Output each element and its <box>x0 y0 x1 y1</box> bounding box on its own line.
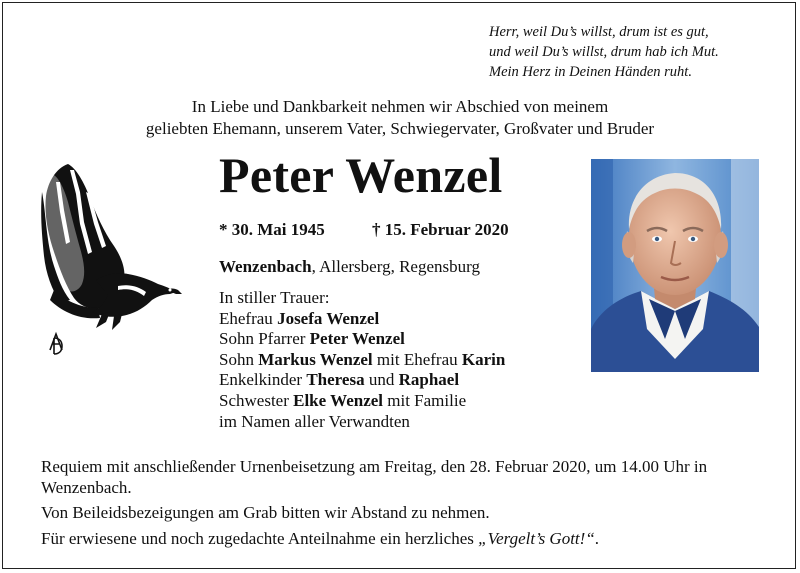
places <box>219 257 480 277</box>
mourner-relation: Ehefrau <box>219 308 278 328</box>
quote-line: und weil Du’s willst, drum hab ich Mut. <box>489 44 719 60</box>
mourner-relation: Sohn Pfarrer <box>219 329 310 349</box>
mourner-name: Peter Wenzel <box>309 329 405 349</box>
thanks-note <box>41 529 781 550</box>
quote-line: Mein Herz in Deinen Händen ruht. <box>489 64 692 80</box>
mourner-relation: mit Familie <box>383 390 467 410</box>
places-rest: , Allersberg, Regensburg <box>311 257 480 276</box>
mourner-name: Markus Wenzel <box>258 349 373 369</box>
mourner-line <box>219 350 505 371</box>
mourner-relation: und <box>364 370 399 390</box>
monogram-icon <box>50 334 62 354</box>
quote-line: Herr, weil Du’s willst, drum ist es gut, <box>489 24 709 40</box>
intro-line: geliebten Ehemann, unserem Vater, Schwiegervater, Großvater und Bruder <box>145 119 655 138</box>
deceased-name: Peter Wenzel <box>219 147 503 203</box>
praying-hands-icon <box>40 162 182 358</box>
condolence-note: Von Beileidsbezeigungen am Grab bitten wir Abstand zu nehmen. <box>41 503 490 522</box>
thanks-quote: „Vergelt’s Gott!“ <box>478 528 595 548</box>
mourner-name: Theresa <box>306 370 365 390</box>
thanks-period: . <box>594 528 600 548</box>
mourner-name: Elke Wenzel <box>293 390 384 410</box>
mourner-relation: Sohn <box>219 349 259 369</box>
life-dates <box>219 220 509 240</box>
requiem-info: Requiem mit anschließender Urnenbeisetzung am Freitag, den 28. Februar 2020, um 14.00 Uhr in Wenzenbach. <box>41 457 708 497</box>
mourner-relation: mit Ehefrau <box>372 349 462 369</box>
mourners-list <box>219 288 505 432</box>
mourner-line <box>219 391 505 412</box>
footer-text <box>41 457 781 549</box>
thanks-text: Für erwiesene und noch zugedachte Anteilnahme ein herzliches <box>41 528 479 548</box>
mourner-name: Karin <box>461 349 506 369</box>
mourner-name: Josefa Wenzel <box>277 308 380 328</box>
intro-text <box>0 96 800 140</box>
mourner-line <box>219 329 505 350</box>
mourner-name: Raphael <box>398 370 460 390</box>
mourner-line <box>219 309 505 330</box>
mourner-line: im Namen aller Verwandten <box>219 411 410 431</box>
birth-date: * 30. Mai 1945 <box>219 220 325 239</box>
portrait-photo <box>591 159 759 372</box>
place-main: Wenzenbach <box>219 257 312 276</box>
mourners-heading: In stiller Trauer: <box>219 288 330 307</box>
scripture-quote <box>489 22 719 82</box>
intro-line: In Liebe und Dankbarkeit nehmen wir Abschied von meinem <box>191 97 609 116</box>
mourner-line <box>219 370 505 391</box>
death-date: † 15. Februar 2020 <box>372 220 509 239</box>
mourner-relation: Enkelkinder <box>219 370 307 390</box>
mourner-relation: Schwester <box>219 390 294 410</box>
